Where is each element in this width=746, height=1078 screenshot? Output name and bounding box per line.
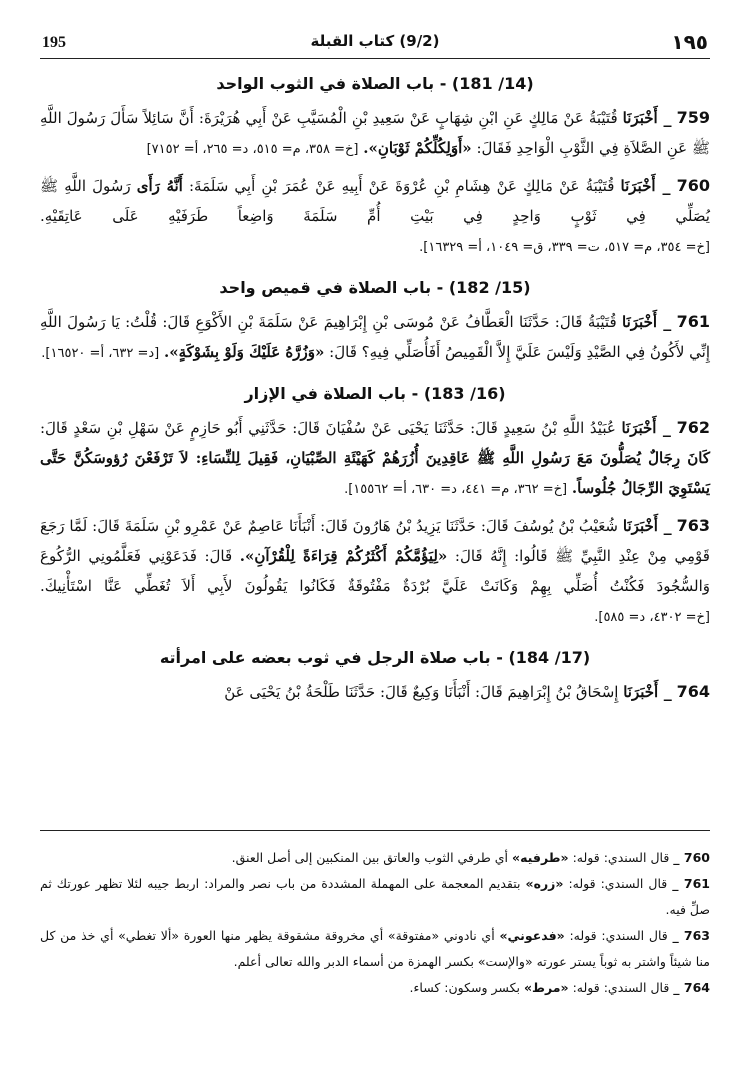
hadith-text-continued: رَسُولَ اللَّهِ ﷺ يُصَلِّي فِي ثَوْبٍ وَاحِدٍ فِي بَيْتِ أُمِّ سَلَمَةَ وَاضِعاً طَرَفَيْهِ عَلَى عَاتِقَيْهِ.	[40, 177, 710, 225]
footnote-number: 764 _	[673, 980, 710, 995]
footnote-number: 763 _	[672, 928, 710, 943]
hadith-highlight: كَانَ رِجَالٌ يُصَلُّونَ مَعَ رَسُولِ اللَّهِ ﷺ عَاقِدِينَ أُزُرَهُمْ كَهَيْئَةِ الصِّبْيَانِ، فَقِيلَ لِلنِّسَاءِ: لاَ تَرْفَعْنَ رُؤوسَكُنَّ حَتَّى يَسْتَوِيَ الرِّجَالُ جُلُوساً.	[40, 449, 710, 497]
footnote-764	[40, 975, 710, 1001]
hadith-761: 761 _ أَخْبَرَنَا قُتَيْبَةُ قَالَ: حَدَّثَنَا الْعَطَّافُ عَنْ مُوسَى بْنِ إِبْرَاهِيمَ عَنْ سَلَمَةَ بْنِ الأَكْوَعِ قَالَ: قُلْتُ: يَا رَسُولَ اللَّهِ إِنِّي لأَكُونُ فِي الصَّيْدِ وَلَيْسَ عَلَيَّ إِلاَّ الْقَمِيصُ أَفَأُصَلِّي فِيهِ؟ قَالَ: «وَزُرَّهُ عَلَيْكَ وَلَوْ بِشَوْكَةٍ». [د= ٦٣٢، أ= ١٦٥٢٠].	[40, 312, 710, 361]
hadith-number: 764	[676, 682, 710, 701]
footnotes	[40, 830, 710, 1001]
hadith-highlight: «لِيَؤُمَّكُمْ أَكْثَرُكُمْ قِرَاءَةً لِلْقُرْآنِ».	[239, 547, 448, 565]
footnote-term: «زره»	[525, 876, 564, 891]
hadith-opener: أَخْبَرَنَا	[622, 109, 658, 127]
page-number-arabic: ١٩٥	[671, 30, 708, 54]
hadith-759: 759 _ أَخْبَرَنَا قُتَيْبَةُ عَنْ مَالِكٍ عَنِ ابْنِ شِهَابٍ عَنْ سَعِيدِ بْنِ الْمُسَيَّبِ عَنْ أَبِي هُرَيْرَةَ: أَنَّ سَائِلاً سَأَلَ رَسُولَ اللَّهِ ﷺ عَنِ الصَّلاَةِ فِي الثَّوْبِ الْوَاحِدِ فَقَالَ: «أَوَلِكُلِّكُمْ ثَوْبَانِ». [خ= ٣٥٨، م= ٥١٥، د= ٢٦٥، أ= ٧١٥٢]	[40, 108, 710, 157]
hadith-text: إِسْحَاقُ بْنُ إِبْرَاهِيمَ قَالَ: أَنْبَأَنَا وَكِيعٌ قَالَ: حَدَّثَنَا طَلْحَةُ بْنُ يَحْيَى عَنْ	[224, 683, 619, 701]
hadith-text: عُبَيْدُ اللَّهِ بْنُ سَعِيدٍ قَالَ: حَدَّثَنَا يَحْيَى عَنْ سُفْيَانَ قَالَ: حَدَّثَنِي أَبُو حَازِمٍ عَنْ سَهْلِ بْنِ سَعْدٍ قَالَ:	[40, 419, 616, 437]
hadith-highlight: «أَوَلِكُلِّكُمْ ثَوْبَانِ».	[363, 139, 472, 157]
hadith-reference: [د= ٦٣٢، أ= ١٦٥٢٠].	[41, 346, 160, 361]
hadith-762: 762 _ أَخْبَرَنَا عُبَيْدُ اللَّهِ بْنُ سَعِيدٍ قَالَ: حَدَّثَنَا يَحْيَى عَنْ سُفْيَانَ قَالَ: حَدَّثَنِي أَبُو حَازِمٍ عَنْ سَهْلِ بْنِ سَعْدٍ قَالَ: كَانَ رِجَالٌ يُصَلُّونَ مَعَ رَسُولِ اللَّهِ ﷺ عَاقِدِينَ أُزُرَهُمْ كَهَيْئَةِ الصِّبْيَانِ، فَقِيلَ لِلنِّسَاءِ: لاَ تَرْفَعْنَ رُؤوسَكُنَّ حَتَّى يَسْتَوِيَ الرِّجَالُ جُلُوساً. [خ= ٣٦٢، م= ٤٤١، د= ٦٣٠، أ= ١٥٥٦٢].	[40, 418, 710, 497]
hadith-highlight: أَنَّهُ رَأَى	[136, 177, 183, 195]
hadith-number: 761	[676, 312, 710, 331]
hadith-text: شُعَيْبُ بْنُ يُوسُفَ قَالَ: حَدَّثَنَا يَزِيدُ بْنُ هَارُونَ قَالَ: أَنْبَأَنَا عَاصِمٌ عَنْ عَمْرِو بْنِ سَلَمَةَ قَالَ: لَمَّا رَجَعَ قَوْمِي مِنْ عِنْدِ النَّبِيِّ ﷺ قَالُوا: إِنَّهُ قَالَ:	[40, 517, 710, 565]
footnote-760	[40, 845, 710, 871]
main-text	[40, 67, 710, 707]
footnote-text: بتقديم المعجمة على المهملة المشددة من باب نصر والمراد: اربط جيبه لئلا تظهر عورتك ثم صلِّ فيه.	[40, 876, 710, 917]
footnote-text: بكسر وسكون: كساء.	[409, 980, 520, 995]
footnote-intro: قال السندي: قوله:	[572, 850, 670, 865]
footnote-number: 761 _	[672, 876, 710, 891]
page-header	[40, 28, 710, 59]
book-page	[40, 28, 710, 1058]
hadith-reference: [خ= ٤٣٠٢، د= ٥٨٥].	[594, 610, 710, 625]
chapter-heading: (17/ 184) - باب صلاة الرجل في ثوب بعضه على امرأته	[159, 648, 591, 667]
footnote-intro: قال السندي: قوله:	[568, 876, 668, 891]
chapter-heading: (15/ 182) - باب الصلاة في قميص واحد	[219, 278, 531, 297]
hadith-reference: [خ= ٣٥٨، م= ٥١٥، د= ٢٦٥، أ= ٧١٥٢]	[146, 142, 359, 157]
hadith-opener: أَخْبَرَنَا	[623, 683, 659, 701]
hadith-number: 760	[676, 176, 710, 195]
hadith-reference: [خ= ٣٥٤، م= ٥١٧، ت= ٣٣٩، ق= ١٠٤٩، أ= ١٦٣٢٩].	[419, 240, 710, 255]
footnote-761	[40, 871, 710, 923]
footnote-number: 760 _	[673, 850, 710, 865]
hadith-text-continued: قَالَ: فَدَعَوْنِي فَعَلَّمُونِي الرُّكُوعَ وَالسُّجُودَ فَكُنْتُ أُصَلِّي بِهِمْ وَكَانَتْ عَلَيَّ بُرْدَةٌ مَفْتُوقَةٌ فَكَانُوا يَقُولُونَ لأَبِي أَلاَ تُغَطِّي عَنَّا اسْتَأْنِيكَ.	[40, 547, 710, 595]
hadith-764: 764 _ أَخْبَرَنَا إِسْحَاقُ بْنُ إِبْرَاهِيمَ قَالَ: أَنْبَأَنَا وَكِيعٌ قَالَ: حَدَّثَنَا طَلْحَةُ بْنُ يَحْيَى عَنْ	[224, 682, 710, 701]
hadith-opener: أَخْبَرَنَا	[620, 177, 656, 195]
hadith-763: 763 _ أَخْبَرَنَا شُعَيْبُ بْنُ يُوسُفَ قَالَ: حَدَّثَنَا يَزِيدُ بْنُ هَارُونَ قَالَ: أَنْبَأَنَا عَاصِمٌ عَنْ عَمْرِو بْنِ سَلَمَةَ قَالَ: لَمَّا رَجَعَ قَوْمِي مِنْ عِنْدِ النَّبِيِّ ﷺ قَالُوا: إِنَّهُ قَالَ: «لِيَؤُمَّكُمْ أَكْثَرُكُمْ قِرَاءَةً لِلْقُرْآنِ». قَالَ: فَدَعَوْنِي فَعَلَّمُونِي الرُّكُوعَ وَالسُّجُودَ فَكُنْتُ أُصَلِّي بِهِمْ وَكَانَتْ عَلَيَّ بُرْدَةٌ مَفْتُوقَةٌ فَكَانُوا يَقُولُونَ لأَبِي أَلاَ تُغَطِّي عَنَّا اسْتَأْنِيكَ. [خ= ٤٣٠٢، د= ٥٨٥].	[40, 516, 710, 625]
footnote-text: أي نادوني «مفتوقة» أي مخروقة مشقوقة يظهر منها العورة «ألا تغطي» أي خذ من كل منا شيئاً واشتر به ثوباً يستر عورته «والإست» بكسر الهمزة من أسماء الدبر والله تعالى أعلم.	[40, 928, 710, 969]
hadith-number: 759	[676, 108, 710, 127]
footnote-term: «مرط»	[523, 980, 569, 995]
footnote-term: «فدعوني»	[499, 928, 565, 943]
chapter-heading: (16/ 183) - باب الصلاة في الإزار	[244, 384, 506, 403]
hadith-opener: أَخْبَرَنَا	[622, 517, 658, 535]
footnote-intro: قال السندي: قوله:	[569, 928, 668, 943]
running-title: (9/2) كتاب القبلة	[310, 32, 440, 50]
hadith-opener: أَخْبَرَنَا	[622, 313, 658, 331]
hadith-text: قُتَيْبَةُ عَنْ مَالِكٍ عَنْ هِشَامِ بْنِ عُرْوَةَ عَنْ أَبِيهِ عَنْ عُمَرَ بْنِ أَبِي سَلَمَةَ:	[189, 177, 615, 195]
hadith-number: 763	[676, 516, 710, 535]
hadith-number: 762	[676, 418, 710, 437]
hadith-highlight: «وَزُرَّهُ عَلَيْكَ وَلَوْ بِشَوْكَةٍ».	[164, 343, 325, 361]
page-number-latin: 195	[42, 34, 66, 51]
hadith-text: قُتَيْبَةُ قَالَ: حَدَّثَنَا الْعَطَّافُ عَنْ مُوسَى بْنِ إِبْرَاهِيمَ عَنْ سَلَمَةَ بْنِ الأَكْوَعِ قَالَ: قُلْتُ: يَا رَسُولَ اللَّهِ إِنِّي لأَكُونُ فِي الصَّيْدِ وَلَيْسَ عَلَيَّ إِلاَّ الْقَمِيصُ أَفَأُصَلِّي فِيهِ؟ قَالَ:	[40, 313, 710, 361]
footnote-text: أي طرفي الثوب والعاتق بين المنكبين إلى أصل العنق.	[231, 850, 509, 865]
footnote-763	[40, 923, 710, 975]
hadith-reference: [خ= ٣٦٢، م= ٤٤١، د= ٦٣٠، أ= ١٥٥٦٢].	[344, 482, 568, 497]
hadith-text: قُتَيْبَةُ عَنْ مَالِكٍ عَنِ ابْنِ شِهَابٍ عَنْ سَعِيدِ بْنِ الْمُسَيَّبِ عَنْ أَبِي هُرَيْرَةَ: أَنَّ سَائِلاً سَأَلَ رَسُولَ اللَّهِ ﷺ عَنِ الصَّلاَةِ فِي الثَّوْبِ الْوَاحِدِ فَقَالَ:	[40, 109, 710, 157]
chapter-heading: (14/ 181) - باب الصلاة في الثوب الواحد	[216, 74, 534, 93]
footnote-intro: قال السندي: قوله:	[572, 980, 670, 995]
footnote-term: «طرفيه»	[512, 850, 569, 865]
hadith-760: 760 _ أَخْبَرَنَا قُتَيْبَةُ عَنْ مَالِكٍ عَنْ هِشَامِ بْنِ عُرْوَةَ عَنْ أَبِيهِ عَنْ عُمَرَ بْنِ أَبِي سَلَمَةَ: أَنَّهُ رَأَى رَسُولَ اللَّهِ ﷺ يُصَلِّي فِي ثَوْبٍ وَاحِدٍ فِي بَيْتِ أُمِّ سَلَمَةَ وَاضِعاً طَرَفَيْهِ عَلَى عَاتِقَيْهِ. [خ= ٣٥٤، م= ٥١٧، ت= ٣٣٩، ق= ١٠٤٩، أ= ١٦٣٢٩].	[40, 176, 710, 255]
hadith-opener: أَخْبَرَنَا	[621, 419, 657, 437]
